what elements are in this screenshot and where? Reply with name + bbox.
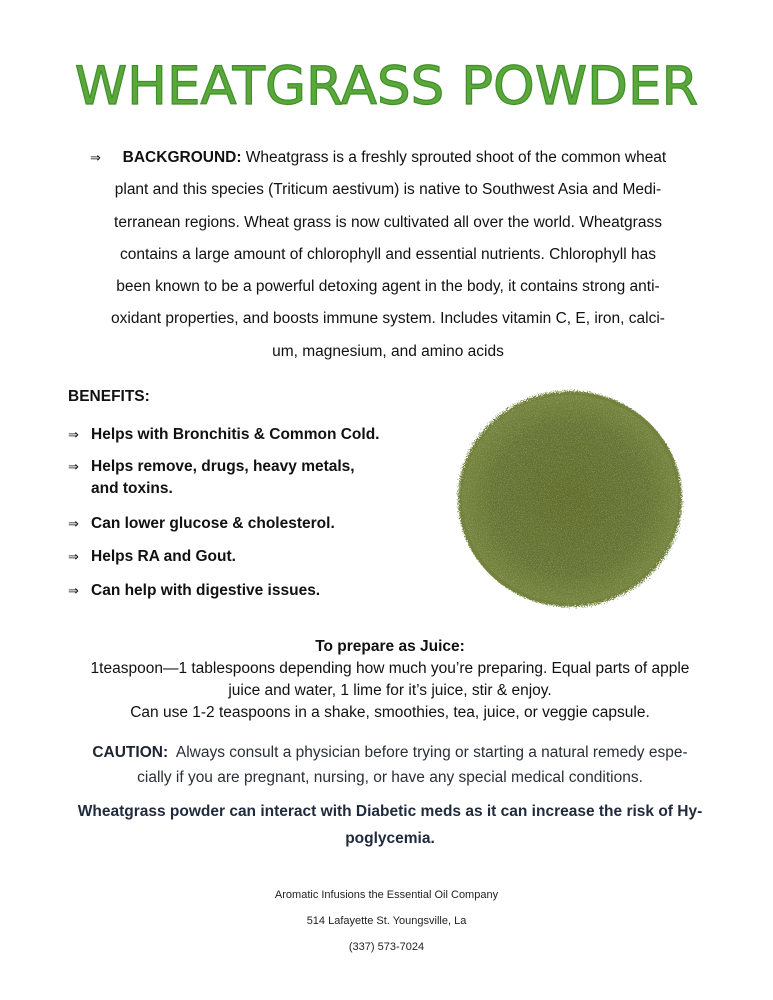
background-section (88, 142, 688, 368)
benefit-item: ⇒ Can lower glucose & cholesterol. (68, 513, 335, 535)
background-label: BACKGROUND: (122, 149, 242, 166)
arrow-icon: ⇒ (68, 516, 79, 531)
juice-instructions (60, 636, 720, 724)
arrow-icon: ⇒ (68, 459, 79, 474)
arrow-icon: ⇒ (68, 549, 79, 564)
page-title: WHEATGRASS POWDER (74, 56, 699, 117)
caution-label: CAUTION: (92, 744, 169, 761)
background-line: contains a large amount of chlorophyll and essential nutrients. Chlorophyll has (120, 245, 656, 263)
benefit-item: ⇒ Helps RA and Gout. (68, 546, 236, 568)
benefit-item: ⇒ Helps with Bronchitis & Common Cold. (68, 424, 379, 446)
background-line: been known to be a powerful detoxing agent in the body, it contains strong anti- (116, 278, 660, 296)
benefits-title: BENEFITS: (68, 388, 150, 405)
background-line: oxidant properties, and boosts immune system. Includes vitamin C, E, iron, calci- (111, 310, 665, 328)
juice-line: 1teaspoon—1 tablespoons depending how much you’re preparing. Equal parts of apple (90, 660, 690, 677)
arrow-icon: ⇒ (68, 427, 79, 442)
diabetic-warning: Wheatgrass powder can interact with Diabetic meds as it can increase the risk of Hy- poglycemia. (77, 803, 703, 847)
company-name: Aromatic Infusions the Essential Oil Company (274, 889, 499, 901)
juice-line: Can use 1-2 teaspoons in a shake, smoothies, tea, juice, or veggie capsule. (130, 704, 650, 721)
company-phone: (337) 573-7024 (348, 941, 425, 953)
arrow-icon: ⇒ (68, 583, 79, 598)
background-line: um, magnesium, and amino acids (272, 342, 504, 360)
juice-heading: To prepare as Juice: (315, 638, 465, 655)
juice-line: juice and water, 1 lime for it’s juice, stir & enjoy. (228, 682, 552, 699)
background-line: plant and this species (Triticum aestivum) is native to Southwest Asia and Medi- (114, 181, 662, 199)
background-line: terranean regions. Wheat grass is now cultivated all over the world. Wheatgrass (114, 213, 662, 231)
benefit-item: ⇒ Can help with digestive issues. (68, 580, 320, 602)
caution-section: CAUTION: Always consult a physician before trying or starting a natural remedy espe- cially if you are pregnant, nursing, or have any special medical conditions. (92, 744, 688, 786)
benefit-item: ⇒ Helps remove, drugs, heavy metals, and toxins. (68, 458, 355, 497)
wheatgrass-powder-image (452, 385, 687, 613)
background-line: BACKGROUND: Wheatgrass is a freshly sprouted shoot of the common wheat (122, 149, 667, 166)
arrow-icon: ⇒ (90, 150, 101, 165)
footer (0, 882, 773, 960)
company-address: 514 Lafayette St. Youngsville, La (306, 915, 467, 927)
